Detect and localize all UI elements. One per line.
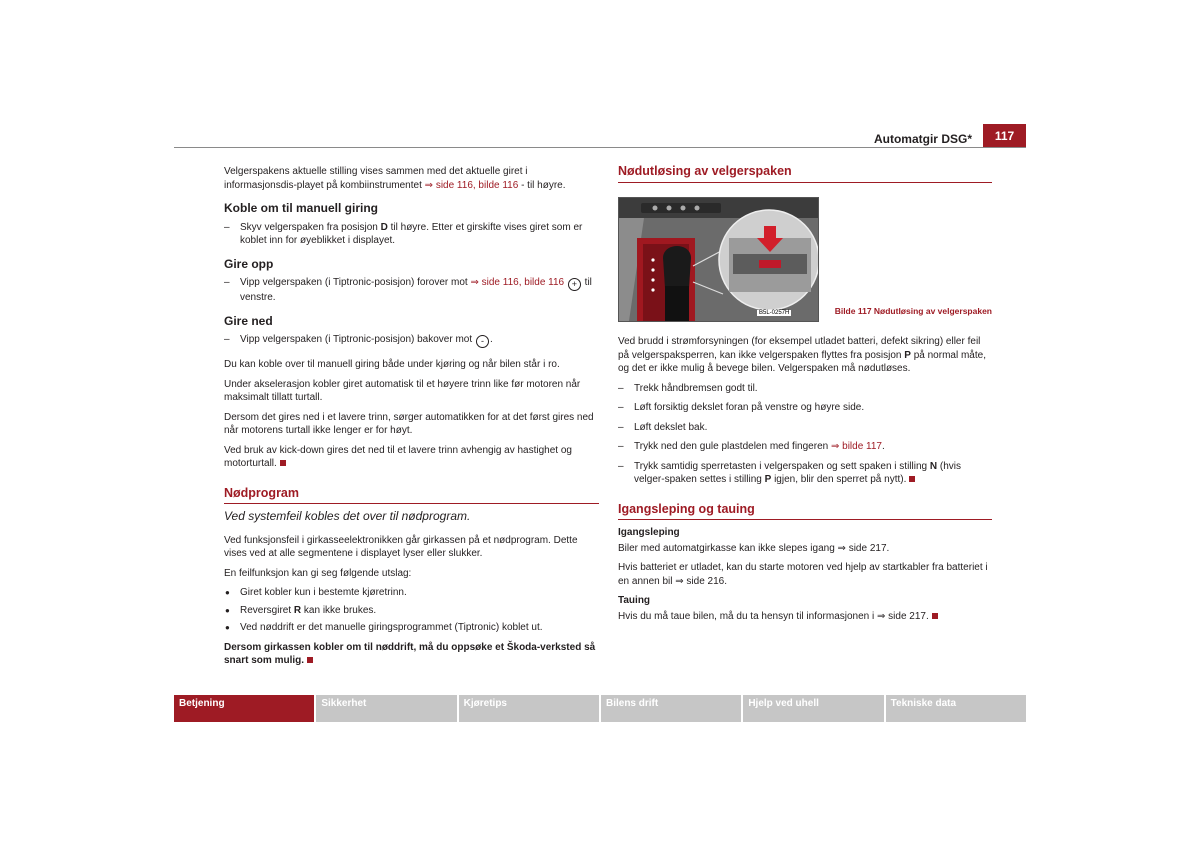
minus-icon: - (476, 335, 489, 348)
release-step: – Løft forsiktig dekslet foran på venstre og høyre side. (618, 401, 992, 415)
figure-id: B5L-0257H (759, 310, 790, 316)
list-item: ● Ved nøddrift er det manuelle giringsprogrammet (Tiptronic) koblet ut. (224, 621, 599, 635)
gear-lever-image (619, 198, 818, 321)
emergency-intro: Ved systemfeil kobles det over til nødprogram. (224, 509, 471, 523)
intro-paragraph: Velgerspakens aktuelle stilling vises sammen med det aktuelle giret i informasjonsdis-playet på kombiinstrumentet ⇒ side 116, bilde 116 - til høyre. (224, 166, 566, 191)
paragraph: Under akselerasjon kobler giret automatisk til et høyere trinn like før motoren når maksimalt tillatt turtall. (224, 378, 581, 403)
page-reference-link[interactable]: ⇒ side 116, bilde 116 (424, 179, 519, 191)
release-step: – Løft dekslet bak. (618, 421, 992, 435)
paragraph: Hvis batteriet er utladet, kan du starte motoren ved hjelp av startkabler fra batteriet i en annen bil ⇒ side 216. (618, 562, 988, 587)
release-step: – Trykk samtidig sperretasten i velgerspaken og sett spaken i stilling N (hvis velger-spaken settes i stilling P igjen, blir den sperret på nytt). (618, 460, 992, 487)
figure-reference-link[interactable]: ⇒ bilde 117 (830, 441, 882, 452)
right-column-top (618, 165, 992, 189)
end-marker-icon (932, 613, 938, 619)
emergency-release-heading: Nødutløsing av velgerspaken (618, 165, 992, 183)
right-column-body (618, 335, 992, 629)
paragraph: Hvis du må taue bilen, må du ta hensyn til informasjonen i ⇒ side 217. (618, 610, 992, 624)
tab-kjoretips[interactable]: Kjøretips (459, 695, 599, 722)
end-marker-icon (909, 476, 915, 482)
tab-tekniske-data[interactable]: Tekniske data (886, 695, 1026, 722)
shift-down-heading: Gire ned (224, 313, 273, 328)
paragraph: En feilfunksjon kan gi seg følgende utslag: (224, 567, 412, 579)
tow-start-subheading: Igangsleping (618, 527, 680, 538)
page-reference-link[interactable]: ⇒ side 116, bilde 116 (470, 277, 565, 288)
gear-lever-illustration (618, 197, 819, 322)
tab-betjening[interactable]: Betjening (174, 695, 314, 722)
plus-icon: + (568, 278, 581, 291)
shift-up-step: – Vipp velgerspaken (i Tiptronic-posisjon) forover mot ⇒ side 116, bilde 116 + til venstre. (224, 276, 599, 305)
towing-heading: Igangsleping og tauing (618, 503, 992, 521)
page-number: 117 (983, 124, 1026, 148)
emergency-program-heading: Nødprogram (224, 487, 599, 505)
release-step: – Trykk ned den gule plastdelen med fingeren ⇒ bilde 117. (618, 440, 992, 454)
shift-down-step: – Vipp velgerspaken (i Tiptronic-posisjon) bakover mot - . (224, 333, 599, 348)
warning-note: Dersom girkassen kobler om til nøddrift, må du oppsøke et Škoda-verksted så snart som mulig. (224, 641, 596, 666)
tab-sikkerhet[interactable]: Sikkerhet (316, 695, 456, 722)
figure-caption: Bilde 117 Nødutløsing av velgerspaken (834, 306, 992, 316)
manual-shift-step: – Skyv velgerspaken fra posisjon D til høyre. Etter et girskifte vises giret som er koblet inn for øyeblikket i displayet. (224, 221, 599, 248)
header-divider (174, 147, 1026, 148)
release-step: – Trekk håndbremsen godt til. (618, 382, 992, 396)
paragraph: Ved funksjonsfeil i girkasseelektronikken går girkassen på et nødprogram. Dette vises ved at alle segmentene i displayet lyser eller slukker. (224, 534, 578, 559)
tab-bilens-drift[interactable]: Bilens drift (601, 695, 741, 722)
left-column (224, 165, 599, 674)
towing-subheading: Tauing (618, 595, 651, 606)
paragraph: Ved bruk av kick-down gires det ned til et lavere trinn avhengig av hastighet og motorturtall. (224, 444, 572, 469)
paragraph: Biler med automatgirkasse kan ikke slepes igang ⇒ side 217. (618, 542, 890, 554)
paragraph: Du kan koble over til manuell giring både under kjøring og når bilen står i ro. (224, 359, 560, 370)
shift-up-heading: Gire opp (224, 256, 274, 271)
end-marker-icon (307, 657, 313, 663)
paragraph: Ved brudd i strømforsyningen (for eksempel utladet batteri, defekt sikring) eller feil på velgerspaksperren, kan ikke velgerspaken flyttes fra posisjon P på normal måte, og det er ikke mulig å bevege bilen. Velgerspaken må nødutløses. (618, 336, 986, 374)
paragraph: Dersom det gires ned i et lavere trinn, sørger automatikken for at det først gires ned når motorens turtall ikke lenger er for høyt. (224, 411, 594, 436)
list-item: ● Giret kobler kun i bestemte kjøretrinn. (224, 586, 599, 600)
end-marker-icon (280, 460, 286, 466)
list-item: ● Reversgiret R kan ikke brukes. (224, 604, 599, 618)
chapter-navigation (174, 695, 1026, 722)
manual-shift-heading: Koble om til manuell giring (224, 201, 379, 215)
section-title: Automatgir DSG* (873, 132, 972, 146)
tab-hjelp-ved-uhell[interactable]: Hjelp ved uhell (743, 695, 883, 722)
